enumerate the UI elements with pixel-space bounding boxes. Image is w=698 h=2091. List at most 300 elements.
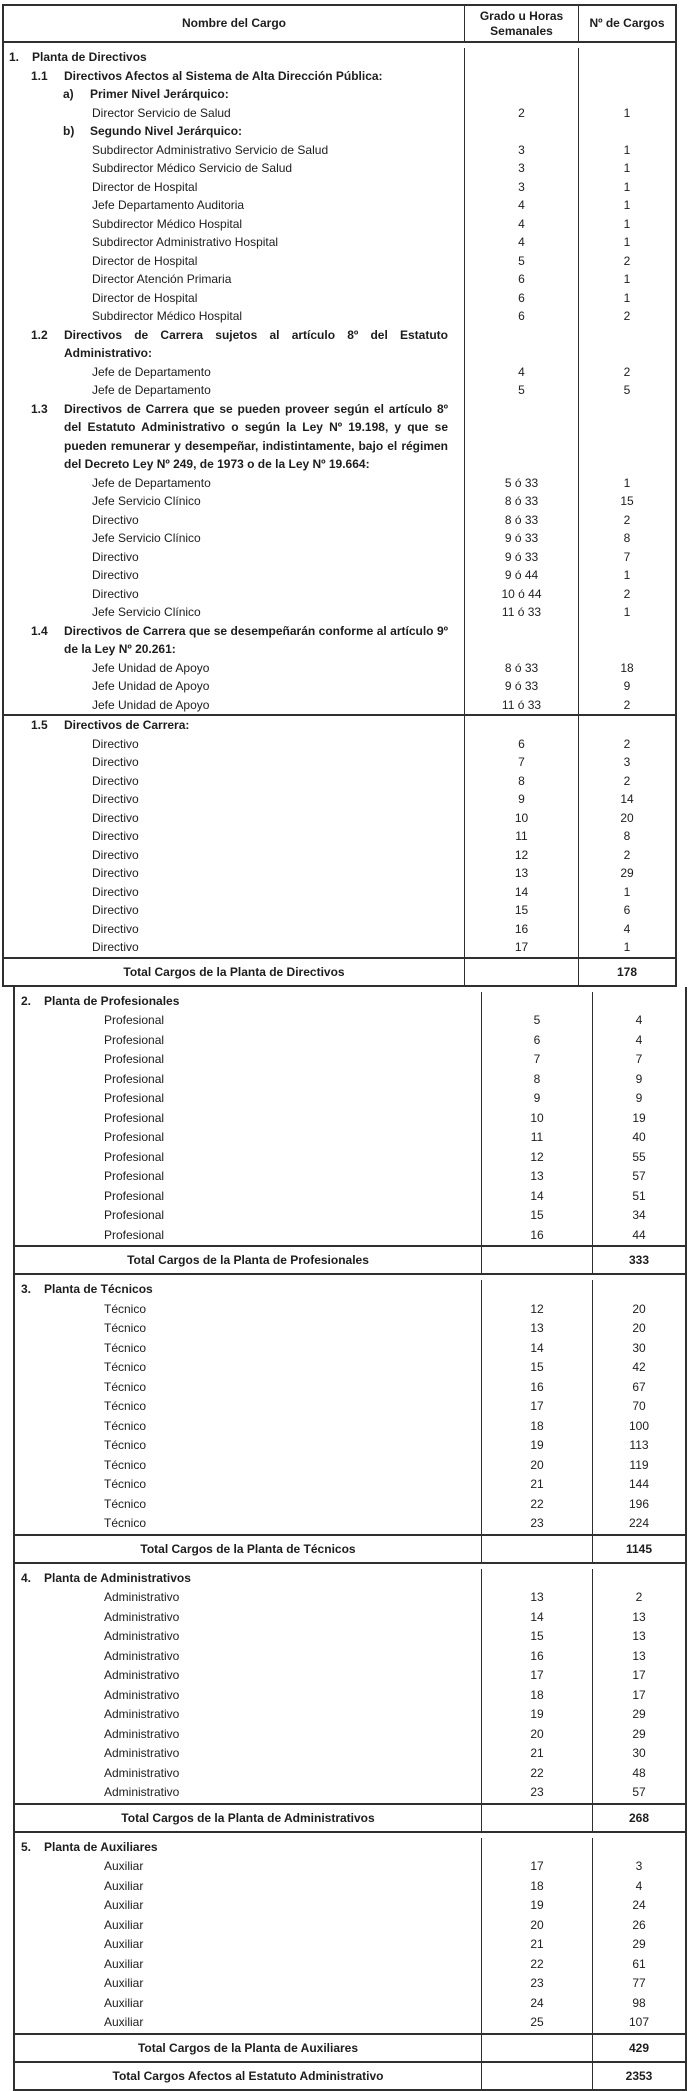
cargo-name: Directivo (92, 866, 139, 880)
grado-cell: 14 (481, 1187, 592, 1207)
cargo-name-cell (4, 511, 464, 530)
grado-cell (481, 1280, 592, 1300)
cargo-row (15, 1725, 685, 1745)
cargo-name-cell (15, 1226, 481, 1246)
grado-cell: 9 (464, 790, 578, 809)
grado-cell (481, 992, 592, 1012)
num-cargos-cell: 44 (592, 1226, 685, 1246)
cargo-name-cell (15, 1148, 481, 1168)
cargo-row (4, 196, 675, 215)
num-cargos-cell: 2 (578, 307, 675, 326)
grado-cell: 16 (481, 1226, 592, 1246)
num-cargos-cell: 1 (578, 178, 675, 197)
cargo-name-cell (15, 1935, 481, 1955)
cargo-name-cell (15, 1764, 481, 1784)
grado-cell: 6 (464, 270, 578, 289)
grado-cell (481, 1536, 592, 1562)
cargo-name-cell (4, 864, 464, 883)
row-marker: 2. (21, 993, 32, 1008)
grado-cell (464, 622, 578, 659)
grado-cell: 23 (481, 1974, 592, 1994)
cargo-name: Jefe de Departamento (92, 383, 211, 397)
grado-cell (481, 1838, 592, 1858)
num-cargos-cell: 2 (578, 846, 675, 865)
grado-cell: 14 (464, 883, 578, 902)
cargo-name-cell (4, 753, 464, 772)
plant-section-profesionales (13, 987, 687, 1276)
cargo-name: Profesional (104, 1130, 165, 1144)
cargo-name: Técnico (104, 1399, 147, 1413)
cargo-name-cell (15, 1339, 481, 1359)
grado-cell: 19 (481, 1436, 592, 1456)
num-cargos-cell: 2 (578, 363, 675, 382)
cargo-name-cell (4, 827, 464, 846)
num-cargos-cell: 20 (592, 1300, 685, 1320)
cargo-name-cell (4, 920, 464, 939)
plant-section-auxiliares (13, 1833, 687, 2063)
cargo-name-cell (4, 548, 464, 567)
grado-cell (464, 48, 578, 67)
grado-cell: 10 (481, 1109, 592, 1129)
cargo-name-cell (4, 104, 464, 123)
cargo-name: Jefe Departamento Auditoria (92, 198, 245, 212)
grado-cell: 3 (464, 141, 578, 160)
cargo-name: Profesional (104, 1208, 165, 1222)
grado-cell (464, 326, 578, 363)
cargo-name: Directivo (92, 736, 139, 751)
grado-cell: 17 (481, 1397, 592, 1417)
num-cargos-cell: 70 (592, 1397, 685, 1417)
cargo-name-cell (15, 1378, 481, 1398)
cargo-row (4, 790, 675, 809)
cargo-name: Director Servicio de Salud (92, 105, 231, 120)
heading-text: Planta de Auxiliares (44, 1839, 158, 1854)
cargo-name: Auxiliar (104, 1937, 144, 1951)
plant-section-directivos (2, 43, 677, 987)
grado-cell: 15 (481, 1358, 592, 1378)
cargo-name: Administrativo (104, 1726, 180, 1741)
num-cargos-cell: 77 (592, 1974, 685, 1994)
cargo-row (15, 1627, 685, 1647)
num-cargos-cell: 9 (592, 1070, 685, 1090)
num-cargos-cell: 4 (592, 1031, 685, 1051)
cargo-name: Directivo (92, 903, 139, 917)
cargo-name-cell (15, 1187, 481, 1207)
cargo-name-cell (15, 1608, 481, 1628)
grado-cell: 9 ó 44 (464, 566, 578, 585)
cargo-name: Técnico (104, 1516, 147, 1530)
cargo-name-cell (15, 1916, 481, 1936)
num-cargos-cell: 2 (578, 735, 675, 754)
table-header-row (2, 4, 677, 43)
cargo-name-cell (4, 809, 464, 828)
section-heading-row (4, 622, 675, 659)
grado-cell: 17 (481, 1857, 592, 1877)
grado-cell: 13 (481, 1588, 592, 1608)
grado-cell (464, 716, 578, 735)
cargo-name-cell (15, 1089, 481, 1109)
cargo-name-cell (15, 1456, 481, 1476)
cargo-name-cell (15, 1725, 481, 1745)
grado-cell: 8 ó 33 (464, 492, 578, 511)
cargo-name-cell (15, 1514, 481, 1534)
column-header-num-de-cargos: Nº de Cargos (578, 6, 675, 41)
cargo-name-cell (15, 1994, 481, 2014)
section-total-row (4, 957, 675, 985)
grado-cell: 12 (464, 846, 578, 865)
cargo-row (15, 1475, 685, 1495)
cargo-name-cell (4, 196, 464, 215)
num-cargos-cell: 2 (578, 511, 675, 530)
total-label: Total Cargos de la Planta de Auxiliares (137, 2040, 359, 2055)
heading-text: Planta de Administrativos (44, 1570, 191, 1585)
cargo-name: Directivo (92, 792, 139, 806)
num-cargos-cell: 144 (592, 1475, 685, 1495)
row-marker: 1.5 (31, 718, 48, 732)
row-marker: 5. (21, 1839, 32, 1854)
grado-cell (464, 85, 578, 104)
cargo-name-cell (15, 1838, 481, 1858)
cargo-name-cell (15, 1128, 481, 1148)
cargo-name: Jefe de Departamento (92, 364, 211, 379)
cargo-name-cell (15, 1436, 481, 1456)
section-heading-row (15, 1564, 685, 1589)
cargo-row (4, 215, 675, 234)
cargo-row (15, 1167, 685, 1187)
cargo-name-cell (4, 307, 464, 326)
grado-cell: 8 (481, 1070, 592, 1090)
num-cargos-cell: 57 (592, 1783, 685, 1803)
num-cargos-cell: 1 (578, 141, 675, 160)
grado-cell: 6 (464, 307, 578, 326)
num-cargos-cell (592, 1838, 685, 1858)
grado-cell (464, 67, 578, 86)
section-total-row (15, 2033, 685, 2061)
num-cargos-cell: 13 (592, 1647, 685, 1667)
section-total-row (15, 1534, 685, 1562)
plant-section-tecnicos (13, 1275, 687, 1564)
cargo-row (15, 1456, 685, 1476)
heading-text: Primer Nivel Jerárquico: (90, 87, 229, 101)
grado-cell: 18 (481, 1417, 592, 1437)
cargo-name-cell (4, 289, 464, 308)
grado-cell: 19 (481, 1705, 592, 1725)
section-total-row (15, 1803, 685, 1831)
cargo-name: Directivo (92, 586, 139, 601)
cargo-row (4, 603, 675, 622)
num-cargos-cell: 67 (592, 1378, 685, 1398)
cargo-row (4, 233, 675, 252)
cargo-row (15, 1955, 685, 1975)
cargo-name-cell (15, 1686, 481, 1706)
grado-cell: 19 (481, 1896, 592, 1916)
cargo-name-cell (15, 1011, 481, 1031)
cargo-name: Técnico (104, 1418, 147, 1433)
cargo-name-cell (15, 1857, 481, 1877)
num-cargos-cell: 1 (578, 233, 675, 252)
cargo-name: Profesional (104, 1052, 165, 1066)
grado-cell: 22 (481, 1495, 592, 1515)
cargo-name: Técnico (104, 1477, 147, 1491)
grado-cell (481, 1569, 592, 1589)
num-cargos-cell: 7 (592, 1050, 685, 1070)
cargo-name: Administrativo (104, 1785, 180, 1799)
grado-cell: 13 (464, 864, 578, 883)
num-cargos-cell: 51 (592, 1187, 685, 1207)
cargo-name: Profesional (104, 1110, 165, 1125)
num-cargos-cell: 9 (578, 677, 675, 696)
num-cargos-cell: 29 (592, 1725, 685, 1745)
grado-cell (481, 1247, 592, 1273)
heading-text: Directivos de Carrera que se desempeñarán conforme al artículo 9º de la Ley Nº 20.261: (64, 623, 448, 656)
cargo-row (15, 1050, 685, 1070)
grado-cell: 9 ó 33 (464, 529, 578, 548)
cargo-row (15, 1148, 685, 1168)
cargo-row (4, 104, 675, 123)
cargo-name-cell (4, 159, 464, 178)
row-marker: 3. (21, 1282, 32, 1296)
cargo-name-cell (4, 603, 464, 622)
cargo-row (15, 1378, 685, 1398)
grado-cell: 18 (481, 1877, 592, 1897)
grado-cell: 16 (481, 1378, 592, 1398)
cargo-row (4, 920, 675, 939)
cargo-name-cell (15, 1300, 481, 1320)
cargo-name: Auxiliar (104, 1878, 144, 1893)
heading-text: Planta de Técnicos (44, 1282, 153, 1296)
num-cargos-cell: 113 (592, 1436, 685, 1456)
cargo-name: Auxiliar (104, 1859, 144, 1873)
heading-text: Directivos de Carrera: (64, 718, 190, 732)
cargo-row (15, 1300, 685, 1320)
cargo-name: Directivo (92, 829, 139, 843)
cargo-row (4, 696, 675, 715)
cargo-name: Subdirector Médico Hospital (92, 309, 243, 323)
cargo-row (15, 1319, 685, 1339)
cargo-name: Administrativo (104, 1590, 180, 1604)
num-cargos-cell: 2 (592, 1588, 685, 1608)
num-cargos-cell: 18 (578, 659, 675, 678)
cargo-name-cell (4, 233, 464, 252)
cargo-name: Directivo (92, 921, 139, 936)
num-cargos-cell: 26 (592, 1916, 685, 1936)
cargo-row (4, 938, 675, 957)
num-cargos-cell: 1 (578, 603, 675, 622)
grado-cell (481, 1805, 592, 1831)
heading-text: Directivos Afectos al Sistema de Alta Dirección Pública: (64, 68, 383, 83)
num-cargos-cell (592, 992, 685, 1012)
cargo-row (15, 1070, 685, 1090)
cargo-name-cell (15, 1109, 481, 1129)
cargo-row (15, 1397, 685, 1417)
cargo-name-cell (4, 772, 464, 791)
cargo-name-cell (15, 1783, 481, 1803)
num-cargos-cell: 6 (578, 901, 675, 920)
cargo-name-cell (15, 1569, 481, 1589)
num-cargos-cell: 1 (578, 289, 675, 308)
column-header-grado-u-horas: Grado u Horas Semanales (464, 6, 578, 41)
cargo-row (4, 827, 675, 846)
cargo-name: Director Atención Primaria (92, 272, 232, 286)
num-cargos-cell (592, 1280, 685, 1300)
cargo-row (4, 548, 675, 567)
section-heading-row (4, 43, 675, 67)
num-cargos-cell: 5 (578, 381, 675, 400)
cargo-row (15, 1109, 685, 1129)
cargo-name-cell (4, 790, 464, 809)
grado-cell: 5 ó 33 (464, 474, 578, 493)
num-cargos-cell: 17 (592, 1686, 685, 1706)
cargo-row (15, 1495, 685, 1515)
num-cargos-cell (578, 48, 675, 67)
cargo-row (4, 659, 675, 678)
row-marker: 1.4 (31, 623, 48, 638)
total-label: Total Cargos Afectos al Estatuto Administrativo (112, 2068, 384, 2083)
cargo-name-cell (15, 1896, 481, 1916)
cargo-name-cell (4, 659, 464, 678)
cargo-name: Jefe Servicio Clínico (92, 605, 201, 619)
cargo-name-cell (15, 1070, 481, 1090)
cargo-name-cell (15, 1280, 481, 1300)
cargo-row (4, 585, 675, 604)
grado-cell: 7 (481, 1050, 592, 1070)
cargo-row (4, 178, 675, 197)
cargo-row (4, 772, 675, 791)
cargo-name-cell (4, 677, 464, 696)
cargo-row (15, 1514, 685, 1534)
cargo-row (4, 252, 675, 271)
cargo-name: Jefe de Departamento (92, 475, 211, 490)
cargo-name-cell (15, 1744, 481, 1764)
grado-cell: 23 (481, 1514, 592, 1534)
num-cargos-cell: 8 (578, 529, 675, 548)
cargo-row (15, 1783, 685, 1803)
section-heading-row (15, 987, 685, 1012)
cargo-row (15, 1417, 685, 1437)
num-cargos-cell: 2 (578, 585, 675, 604)
cargo-row (4, 141, 675, 160)
grado-cell: 20 (481, 1916, 592, 1936)
cargo-name-cell (4, 67, 464, 86)
cargo-name: Administrativo (104, 1707, 180, 1721)
num-cargos-cell: 17 (592, 1666, 685, 1686)
grado-cell: 9 (481, 1089, 592, 1109)
num-cargos-cell: 29 (578, 864, 675, 883)
num-cargos-cell (578, 400, 675, 474)
cargo-name-cell (4, 381, 464, 400)
cargo-name: Auxiliar (104, 1956, 144, 1971)
num-cargos-cell: 4 (578, 920, 675, 939)
section-heading-row (15, 1275, 685, 1300)
num-cargos-cell: 29 (592, 1705, 685, 1725)
cargo-name-cell (4, 716, 464, 735)
section-heading-row (4, 67, 675, 86)
grado-cell: 17 (481, 1666, 592, 1686)
cargo-name: Auxiliar (104, 2015, 144, 2029)
num-cargos-cell (578, 122, 675, 141)
cargo-row (15, 1358, 685, 1378)
num-cargos-cell (578, 85, 675, 104)
num-cargos-cell: 30 (592, 1744, 685, 1764)
grado-cell: 25 (481, 2013, 592, 2033)
grado-cell: 21 (481, 1475, 592, 1495)
num-cargos-cell: 3 (578, 753, 675, 772)
num-cargos-cell: 7 (578, 548, 675, 567)
num-cargos-cell: 55 (592, 1148, 685, 1168)
cargo-row (4, 901, 675, 920)
cargo-row (15, 1705, 685, 1725)
cargo-row (4, 270, 675, 289)
grado-cell: 4 (464, 363, 578, 382)
total-value: 1145 (592, 1536, 685, 1562)
section-heading-row (15, 1833, 685, 1858)
grado-cell: 4 (464, 233, 578, 252)
cargo-name: Director de Hospital (92, 253, 198, 268)
grado-cell: 13 (481, 1319, 592, 1339)
heading-text: Segundo Nivel Jerárquico: (90, 124, 243, 138)
cargo-name-cell (4, 178, 464, 197)
grado-cell: 13 (481, 1167, 592, 1187)
grado-cell: 16 (464, 920, 578, 939)
cargo-row (4, 566, 675, 585)
column-header-nombre-del-cargo: Nombre del Cargo (181, 16, 286, 31)
cargo-row (15, 1588, 685, 1608)
cargo-name: Administrativo (104, 1687, 180, 1702)
cargo-row (15, 2013, 685, 2033)
cargo-name-cell (15, 1974, 481, 1994)
num-cargos-cell: 20 (592, 1319, 685, 1339)
cargo-name-cell (4, 529, 464, 548)
cargo-name: Técnico (104, 1340, 147, 1355)
cargo-row (4, 474, 675, 493)
cargo-row (4, 846, 675, 865)
total-label: Total Cargos de la Planta de Directivos (123, 964, 345, 979)
heading-text: Planta de Profesionales (44, 993, 180, 1008)
num-cargos-cell: 98 (592, 1994, 685, 2014)
grado-cell: 24 (481, 1994, 592, 2014)
grado-cell: 10 (464, 809, 578, 828)
cargo-name-cell (4, 735, 464, 754)
num-cargos-cell: 24 (592, 1896, 685, 1916)
num-cargos-cell: 224 (592, 1514, 685, 1534)
cargo-row (4, 529, 675, 548)
grado-cell: 11 ó 33 (464, 696, 578, 715)
cargo-name: Subdirector Médico Servicio de Salud (92, 161, 293, 175)
cargo-name-cell (15, 1627, 481, 1647)
cargo-name: Administrativo (104, 1609, 180, 1624)
cargo-name: Técnico (104, 1438, 147, 1452)
total-value: 429 (592, 2035, 685, 2061)
cargo-name: Profesional (104, 1169, 165, 1183)
cargo-name-cell (15, 1495, 481, 1515)
cargo-name-cell (15, 1031, 481, 1051)
grand-total-row (15, 2063, 685, 2089)
grado-cell: 20 (481, 1456, 592, 1476)
grado-cell (464, 400, 578, 474)
cargo-name-cell (4, 85, 464, 104)
row-marker: 1.3 (31, 401, 48, 416)
table-body (0, 43, 698, 2091)
grado-cell: 2 (464, 104, 578, 123)
cargo-name-cell (15, 1417, 481, 1437)
num-cargos-cell: 1 (578, 883, 675, 902)
grado-cell: 21 (481, 1744, 592, 1764)
cargo-name-cell (15, 1647, 481, 1667)
section-heading-row (4, 326, 675, 363)
cargo-name-cell (4, 585, 464, 604)
cargo-row (4, 381, 675, 400)
num-cargos-cell: 1 (578, 566, 675, 585)
